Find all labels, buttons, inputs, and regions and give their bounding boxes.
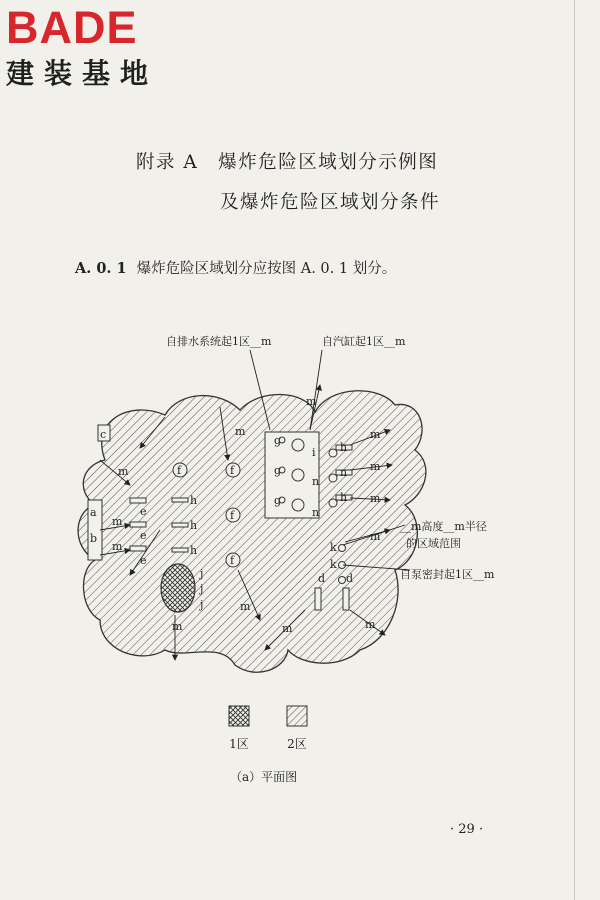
svg-text:e: e (140, 505, 147, 518)
svg-text:n: n (312, 506, 320, 519)
svg-text:g: g (274, 434, 282, 447)
zone1-area (161, 564, 195, 612)
svg-text:k: k (330, 558, 337, 571)
svg-text:d: d (318, 572, 326, 585)
svg-text:m: m (235, 425, 246, 438)
svg-text:m: m (240, 600, 251, 613)
legend-zone1 (228, 705, 250, 752)
legend-zone2 (286, 705, 308, 752)
callout-tank: 自汽缸起1区__m (322, 335, 406, 348)
svg-text:f: f (230, 509, 235, 522)
page-number: · 29 · (450, 822, 484, 837)
svg-text:h: h (190, 494, 198, 507)
svg-text:h: h (190, 544, 198, 557)
svg-text:m: m (112, 515, 123, 528)
title-line-2: 及爆炸危险区域划分条件 (220, 192, 441, 213)
svg-text:n: n (340, 466, 348, 479)
brand-subtitle: 建装基地 (6, 57, 159, 90)
svg-text:f: f (177, 464, 182, 477)
svg-text:m: m (112, 540, 123, 553)
svg-text:f: f (230, 554, 235, 567)
svg-text:m: m (282, 622, 293, 635)
svg-text:k: k (330, 541, 337, 554)
page-spine (574, 0, 575, 900)
svg-text:m: m (370, 428, 381, 441)
callout-drain: 自排水系统起1区__m (166, 335, 272, 348)
brand-logo (6, 4, 176, 92)
svg-text:g: g (274, 494, 282, 507)
svg-text:g: g (274, 464, 282, 477)
legend-zone1-label: 1区 (229, 737, 249, 751)
svg-text:d: d (346, 572, 354, 585)
title-line-1: 附录 A 爆炸危险区域划分示例图 (136, 152, 439, 173)
svg-text:m: m (118, 465, 129, 478)
svg-text:e: e (140, 529, 147, 542)
svg-text:c: c (100, 428, 107, 441)
svg-text:e: e (140, 554, 147, 567)
svg-text:h: h (340, 491, 348, 504)
svg-text:m: m (370, 460, 381, 473)
svg-text:m: m (370, 530, 381, 543)
svg-text:m: m (172, 620, 183, 633)
figure-caption: （a）平面图 (230, 770, 298, 784)
callout-height-radius (400, 518, 487, 552)
svg-text:j: j (200, 598, 204, 611)
svg-text:j: j (200, 567, 204, 580)
callout-pump-seal: 自泵密封起1区__m (400, 568, 495, 581)
clause-number: A. 0. 1 (75, 260, 127, 277)
svg-text:m: m (306, 395, 317, 408)
callout-height-radius-line1: __m高度__m半径 (400, 520, 487, 533)
legend-zone2-label: 2区 (287, 737, 307, 751)
svg-text:i: i (312, 446, 316, 459)
clause-text: 爆炸危险区域划分应按图 A. 0. 1 划分。 (136, 261, 397, 277)
svg-text:h: h (190, 519, 198, 532)
svg-text:a: a (90, 506, 97, 519)
svg-text:m: m (370, 492, 381, 505)
legend-zone2-swatch (286, 705, 308, 727)
svg-text:j: j (200, 582, 204, 595)
callout-height-radius-line2: 的区域范围 (406, 537, 461, 550)
hazard-zone-plan-diagram (60, 320, 520, 700)
svg-text:m: m (365, 618, 376, 631)
svg-text:b: b (90, 532, 98, 545)
svg-text:n: n (312, 475, 320, 488)
svg-text:h: h (340, 441, 348, 454)
svg-text:f: f (230, 464, 235, 477)
clause-a01 (75, 257, 396, 278)
legend-zone1-swatch (228, 705, 250, 727)
brand-wordmark: BADE (6, 2, 138, 53)
